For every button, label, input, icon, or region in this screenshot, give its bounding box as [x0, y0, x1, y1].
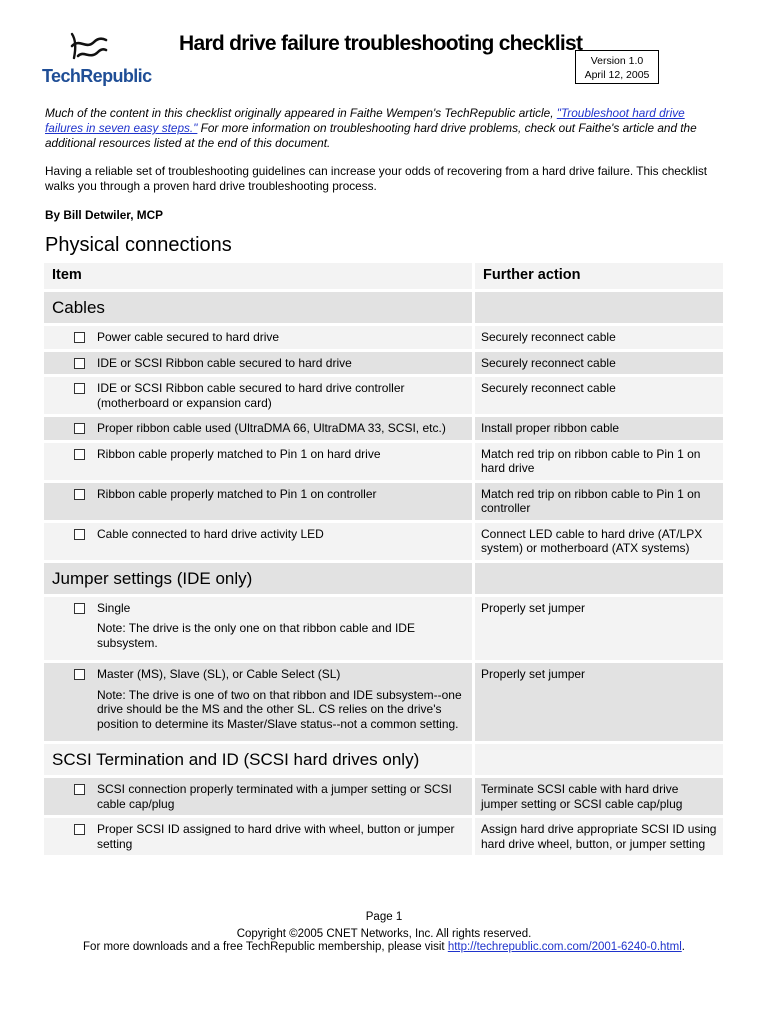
item-text: Ribbon cable properly matched to Pin 1 on hard drive — [97, 446, 381, 461]
item-cell — [44, 523, 472, 560]
version-label: Version 1.0 — [590, 55, 644, 67]
item-text: Proper SCSI ID assigned to hard drive with wheel, button or jumper setting — [97, 822, 455, 851]
table-row — [44, 443, 723, 480]
item-cell — [44, 443, 472, 480]
table-row — [44, 352, 723, 375]
item-text: IDE or SCSI Ribbon cable secured to hard drive controller (motherboard or expansion card) — [97, 381, 405, 410]
intro-text-before: Much of the content in this checklist originally appeared in Faithe Wempen's TechRepublic article, — [45, 106, 557, 120]
action-cell: Assign hard drive appropriate SCSI ID using hard drive wheel, button, or jumper setting — [475, 818, 723, 855]
table-header-row — [44, 263, 723, 289]
category-title: Cables — [44, 292, 472, 323]
downloads-line — [0, 941, 768, 955]
category-empty-cell — [475, 744, 723, 775]
table-row — [44, 818, 723, 855]
item-text: Ribbon cable properly matched to Pin 1 on controller — [97, 486, 377, 501]
action-cell: Properly set jumper — [475, 663, 723, 741]
intro-text-after: For more information on troubleshooting hard drive problems, check out Faithe's article and the additional resources listed at the end of this document. — [45, 121, 697, 150]
description-paragraph: Having a reliable set of troubleshooting guidelines can increase your odds of recovering from a hard drive failure. This checklist walks you through a proven hard drive troubleshooting process. — [45, 164, 708, 193]
action-cell: Install proper ribbon cable — [475, 417, 723, 440]
item-cell — [44, 352, 472, 375]
table-row — [44, 597, 723, 661]
table-row — [44, 326, 723, 349]
action-cell: Securely reconnect cable — [475, 326, 723, 349]
techrepublic-logo — [42, 30, 156, 88]
checklist-table — [44, 263, 723, 858]
item-cell — [44, 326, 472, 349]
table-row — [44, 417, 723, 440]
downloads-end: . — [681, 941, 685, 953]
downloads-text: For more downloads and a free TechRepublic membership, please visit — [83, 941, 448, 953]
category-row-jumper — [44, 563, 723, 594]
action-cell: Match red trip on ribbon cable to Pin 1 on hard drive — [475, 443, 723, 480]
category-empty-cell — [475, 292, 723, 323]
item-text: Single — [97, 600, 131, 615]
action-cell: Properly set jumper — [475, 597, 723, 661]
category-empty-cell — [475, 563, 723, 594]
table-row — [44, 377, 723, 414]
checkbox-icon[interactable] — [74, 669, 85, 680]
category-row-scsi — [44, 744, 723, 775]
action-cell: Terminate SCSI cable with hard drive jumper setting or SCSI cable cap/plug — [475, 778, 723, 815]
item-cell — [44, 483, 472, 520]
version-box — [575, 50, 659, 84]
page-number: Page 1 — [365, 911, 403, 923]
item-text: IDE or SCSI Ribbon cable secured to hard drive — [97, 355, 352, 370]
copyright-line: Copyright ©2005 CNET Networks, Inc. All rights reserved. — [236, 928, 532, 940]
item-note: Note: The drive is the only one on that ribbon cable and IDE subsystem. — [97, 621, 415, 650]
version-date: April 12, 2005 — [584, 69, 650, 81]
column-header-item: Item — [44, 263, 472, 289]
checkbox-icon[interactable] — [74, 358, 85, 369]
checkbox-icon[interactable] — [74, 332, 85, 343]
table-row — [44, 778, 723, 815]
checkbox-icon[interactable] — [74, 489, 85, 500]
item-text: Power cable secured to hard drive — [97, 330, 280, 344]
checkbox-icon[interactable] — [74, 383, 85, 394]
table-row — [44, 523, 723, 560]
checkbox-icon[interactable] — [74, 529, 85, 540]
item-cell — [44, 778, 472, 815]
category-title: SCSI Termination and ID (SCSI hard drives only) — [44, 744, 472, 775]
logo-text: TechRepublic — [42, 66, 152, 86]
item-cell — [44, 377, 472, 414]
document-title: Hard drive failure troubleshooting checklist — [179, 32, 583, 55]
author-byline: By Bill Detwiler, MCP — [45, 208, 163, 222]
checkbox-icon[interactable] — [74, 449, 85, 460]
item-text: Master (MS), Slave (SL), or Cable Select (SL) — [97, 667, 341, 681]
category-row-cables — [44, 292, 723, 323]
column-header-action: Further action — [475, 263, 723, 289]
techrepublic-logo-icon — [68, 30, 108, 64]
item-cell — [44, 818, 472, 855]
article-link[interactable]: "Troubleshoot hard drive failures in seven easy steps." — [45, 106, 685, 135]
item-cell — [44, 663, 472, 741]
category-title: Jumper settings (IDE only) — [44, 563, 472, 594]
action-cell: Securely reconnect cable — [475, 377, 723, 414]
section-heading: Physical connections — [45, 234, 232, 256]
checkbox-icon[interactable] — [74, 423, 85, 434]
item-text: Proper ribbon cable used (UltraDMA 66, UltraDMA 33, SCSI, etc.) — [97, 421, 446, 435]
item-cell — [44, 417, 472, 440]
item-note: Note: The drive is one of two on that ribbon and IDE subsystem--one drive should be the MS and the other SL. CS relies on the drive's position to determine its Master/Slave status--not a common setting. — [97, 687, 462, 731]
item-cell — [44, 597, 472, 661]
table-row — [44, 663, 723, 741]
table-row — [44, 483, 723, 520]
action-cell: Connect LED cable to hard drive (AT/LPX system) or motherboard (ATX systems) — [475, 523, 723, 560]
action-cell: Match red trip on ribbon cable to Pin 1 on controller — [475, 483, 723, 520]
item-text: Cable connected to hard drive activity LED — [97, 526, 324, 541]
checkbox-icon[interactable] — [74, 603, 85, 614]
item-text: SCSI connection properly terminated with a jumper setting or SCSI cable cap/plug — [97, 782, 452, 811]
checkbox-icon[interactable] — [74, 784, 85, 795]
downloads-link[interactable]: http://techrepublic.com.com/2001-6240-0.html — [447, 941, 682, 953]
intro-paragraph — [45, 106, 725, 151]
checkbox-icon[interactable] — [74, 824, 85, 835]
action-cell: Securely reconnect cable — [475, 352, 723, 375]
